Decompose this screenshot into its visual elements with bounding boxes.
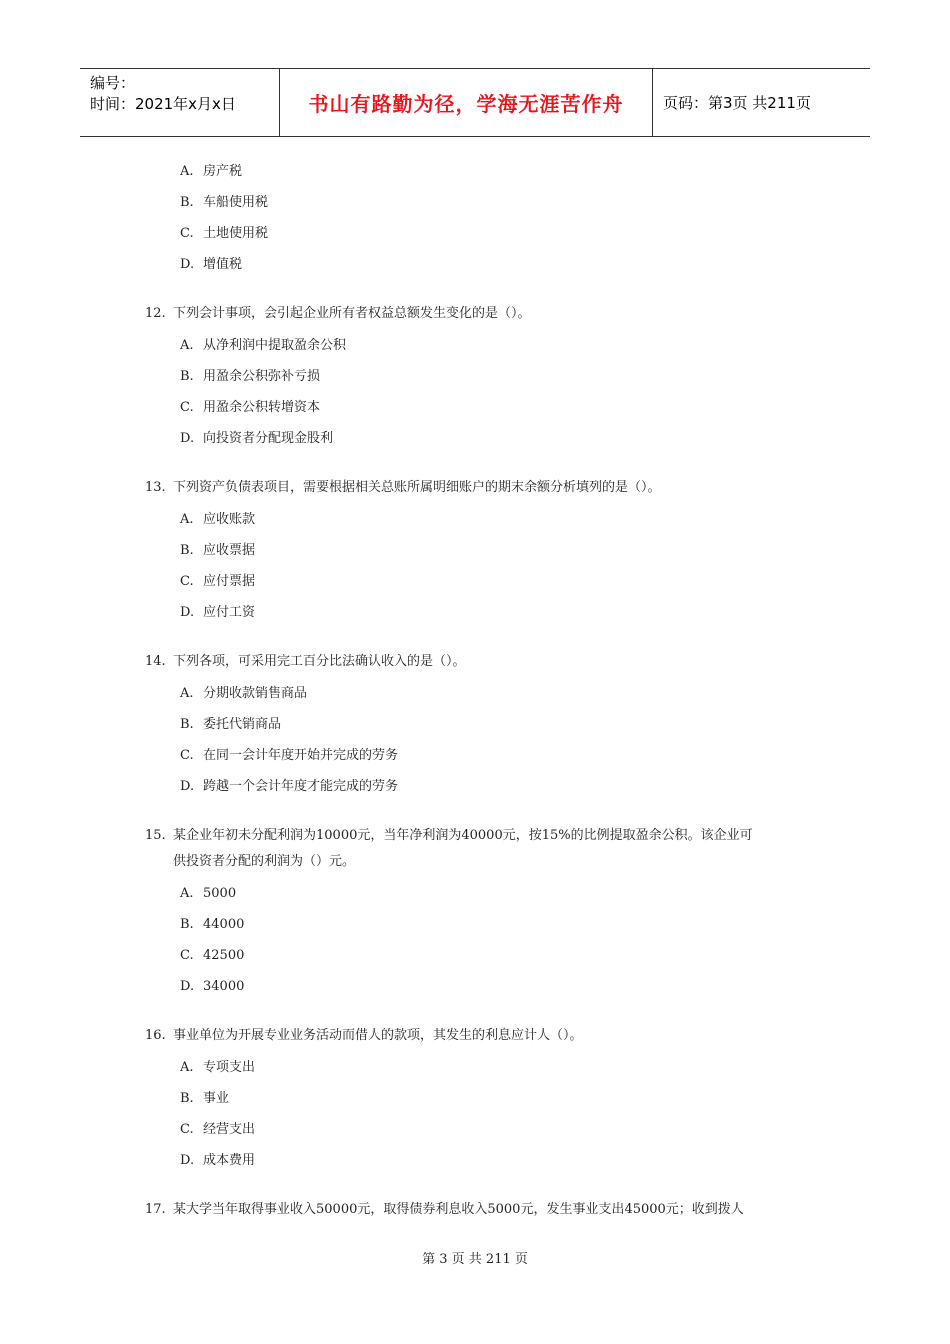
question-16: 16. 事业单位为开展专业业务活动而借人的款项，其发生的利息应计人（）。 xyxy=(145,1028,583,1043)
option-16-d: D. 成本费用 xyxy=(180,1153,256,1168)
option-15-d: D. 34000 xyxy=(180,979,245,994)
question-13: 13. 下列资产负债表项目，需要根据相关总账所属明细账户的期末余额分析填列的是（）。 xyxy=(145,480,661,495)
page-footer: 第 3 页 共 211 页 xyxy=(422,1252,528,1267)
option-12-b: B. 用盈余公积弥补亏损 xyxy=(180,369,321,384)
option-13-d: D. 应付工资 xyxy=(180,605,256,620)
option-15-a: A. 5000 xyxy=(180,886,237,901)
option-12-a: A. 从净利润中提取盈余公积 xyxy=(180,338,347,353)
date-label: 时间：2021年x月x日 xyxy=(90,95,236,113)
option-14-d: D. 跨越一个会计年度才能完成的劳务 xyxy=(180,779,399,794)
option-13-b: B. 应收票据 xyxy=(180,543,256,558)
option-11-c: C. 土地使用税 xyxy=(180,226,269,241)
number-label: 编号： xyxy=(90,74,136,92)
question-17: 17. 某大学当年取得事业收入50000元，取得债券利息收入5000元，发生事业支出45000元；收到拨人 xyxy=(145,1202,744,1217)
option-14-c: C. 在同一会计年度开始并完成的劳务 xyxy=(180,748,399,763)
option-16-c: C. 经营支出 xyxy=(180,1122,256,1137)
option-11-a: A. 房产税 xyxy=(180,164,243,179)
option-12-c: C. 用盈余公积转增资本 xyxy=(180,400,321,415)
option-11-b: B. 车船使用税 xyxy=(180,195,269,210)
question-15: 15. 某企业年初未分配利润为10000元，当年净利润为40000元，按15%的比例提取盈余公积。该企业可 供投资者分配的利润为（）元。 xyxy=(145,823,825,875)
header-page-info: 页码：第3页 共211页 xyxy=(663,94,811,112)
option-15-c: C. 42500 xyxy=(180,948,245,963)
option-13-c: C. 应付票据 xyxy=(180,574,256,589)
option-14-a: A. 分期收款销售商品 xyxy=(180,686,308,701)
header-meta xyxy=(80,69,280,136)
option-13-a: A. 应收账款 xyxy=(180,512,256,527)
option-12-d: D. 向投资者分配现金股利 xyxy=(180,431,334,446)
option-11-d: D. 增值税 xyxy=(180,257,243,272)
option-16-a: A. 专项支出 xyxy=(180,1060,256,1075)
question-14: 14. 下列各项，可采用完工百分比法确认收入的是（）。 xyxy=(145,654,466,669)
option-15-b: B. 44000 xyxy=(180,917,245,932)
header-motto: 书山有路勤为径，学海无涯苦作舟 xyxy=(280,69,653,136)
option-16-b: B. 事业 xyxy=(180,1091,230,1106)
page-header xyxy=(80,68,870,137)
question-12: 12. 下列会计事项，会引起企业所有者权益总额发生变化的是（）。 xyxy=(145,306,531,321)
question-15-continued: 供投资者分配的利润为（）元。 xyxy=(173,854,356,869)
option-14-b: B. 委托代销商品 xyxy=(180,717,282,732)
